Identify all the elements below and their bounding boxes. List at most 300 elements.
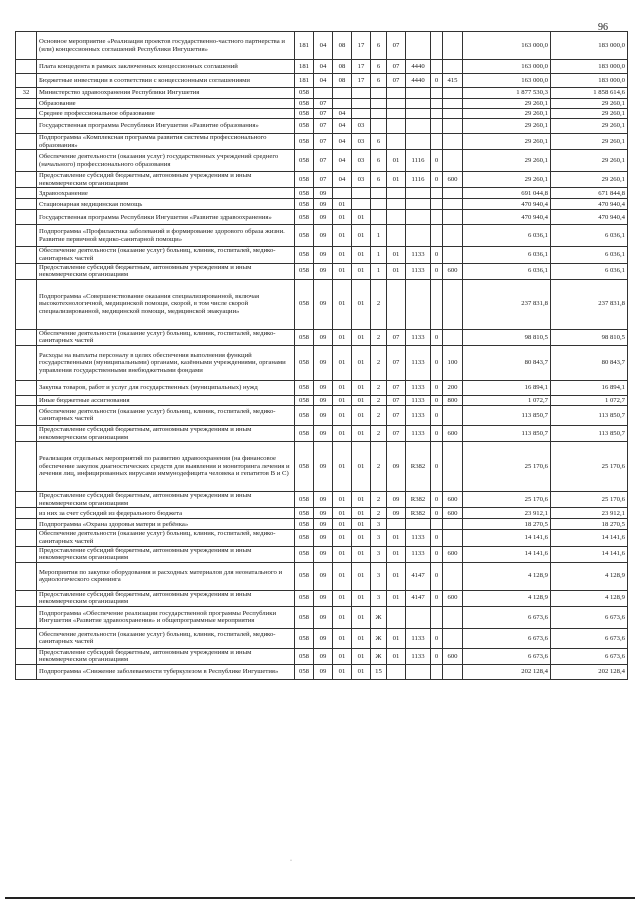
section-code-cell: 09	[314, 530, 333, 546]
subsection-code-cell: 01	[333, 492, 352, 508]
event-code-cell	[387, 99, 406, 109]
subprogram-code-cell: 2	[371, 380, 387, 395]
sub-direction-code-cell: 0	[431, 263, 443, 279]
section-code-cell: 09	[314, 279, 333, 329]
row-number-cell	[16, 590, 37, 606]
table-row	[16, 546, 628, 562]
expense-type-code-cell: 600	[443, 425, 463, 441]
item-name-cell: Мероприятия по закупке оборудования и расходных материалов для неонатального и аудиологического скрининга	[37, 562, 295, 590]
event-code-cell: 07	[387, 345, 406, 380]
section-code-cell: 09	[314, 519, 333, 530]
item-name-cell: Подпрограмма «Профилактика заболеваний и формирование здорового образа жизни. Развитие первичной медико-санитарной помощи»	[37, 225, 295, 247]
event-code-cell: 01	[387, 648, 406, 664]
direction-code-cell	[406, 119, 431, 134]
row-number-cell	[16, 628, 37, 648]
item-name-cell: Здравоохранение	[37, 188, 295, 199]
program-code-cell: 01	[352, 405, 371, 425]
item-name-cell: Образование	[37, 99, 295, 109]
event-code-cell: 01	[387, 628, 406, 648]
subsection-code-cell: 01	[333, 395, 352, 405]
item-name-cell: Обеспечение деятельности (оказание услуг) больниц, клиник, госпиталей, медико-санитарных частей	[37, 247, 295, 263]
event-code-cell: 07	[387, 32, 406, 60]
table-row	[16, 508, 628, 519]
event-code-cell: 01	[387, 562, 406, 590]
event-code-cell: 09	[387, 442, 406, 492]
subprogram-code-cell: 1	[371, 263, 387, 279]
subprogram-code-cell: 2	[371, 492, 387, 508]
expense-type-code-cell	[443, 119, 463, 134]
amount-year-2-cell: 113 850,7	[551, 405, 628, 425]
direction-code-cell	[406, 519, 431, 530]
program-code-cell: 01	[352, 329, 371, 345]
event-code-cell	[387, 519, 406, 530]
item-name-cell: Обеспечение деятельности (оказание услуг) больниц, клиник, госпиталей, медико-санитарных частей	[37, 530, 295, 546]
subsection-code-cell: 01	[333, 405, 352, 425]
table-row	[16, 395, 628, 405]
section-code-cell: 09	[314, 508, 333, 519]
subprogram-code-cell: Ж	[371, 606, 387, 628]
amount-year-2-cell: 6 036,1	[551, 247, 628, 263]
program-code-cell: 01	[352, 442, 371, 492]
row-number-cell	[16, 425, 37, 441]
sub-direction-code-cell: 0	[431, 74, 443, 88]
section-code-cell: 09	[314, 492, 333, 508]
row-number-cell	[16, 199, 37, 210]
ministry-code-cell: 058	[295, 425, 314, 441]
event-code-cell: 07	[387, 74, 406, 88]
section-code-cell: 09	[314, 442, 333, 492]
table-row	[16, 628, 628, 648]
program-code-cell: 01	[352, 279, 371, 329]
amount-year-1-cell: 163 000,0	[463, 74, 551, 88]
ministry-code-cell: 058	[295, 109, 314, 119]
amount-year-1-cell: 29 260,1	[463, 172, 551, 188]
program-code-cell: 01	[352, 345, 371, 380]
row-number-cell: 32	[16, 88, 37, 99]
table-row	[16, 562, 628, 590]
table-row	[16, 247, 628, 263]
amount-year-2-cell: 16 894,1	[551, 380, 628, 395]
item-name-cell: Иные бюджетные ассигнования	[37, 395, 295, 405]
sub-direction-code-cell: 0	[431, 648, 443, 664]
event-code-cell	[387, 665, 406, 680]
ministry-code-cell: 058	[295, 442, 314, 492]
subsection-code-cell: 01	[333, 442, 352, 492]
amount-year-2-cell: 470 940,4	[551, 199, 628, 210]
table-row	[16, 210, 628, 225]
section-code-cell: 07	[314, 109, 333, 119]
direction-code-cell: 1133	[406, 395, 431, 405]
direction-code-cell: 1133	[406, 425, 431, 441]
program-code-cell: 03	[352, 134, 371, 150]
sub-direction-code-cell: 0	[431, 562, 443, 590]
subsection-code-cell: 04	[333, 150, 352, 172]
program-code-cell: 01	[352, 425, 371, 441]
row-number-cell	[16, 380, 37, 395]
amount-year-1-cell: 16 894,1	[463, 380, 551, 395]
footer-mark: ·	[290, 858, 292, 864]
program-code-cell: 01	[352, 247, 371, 263]
ministry-code-cell: 058	[295, 134, 314, 150]
amount-year-1-cell: 4 128,9	[463, 562, 551, 590]
row-number-cell	[16, 442, 37, 492]
subsection-code-cell: 04	[333, 119, 352, 134]
event-code-cell: 01	[387, 150, 406, 172]
expense-type-code-cell	[443, 562, 463, 590]
program-code-cell	[352, 188, 371, 199]
table-row	[16, 648, 628, 664]
expense-type-code-cell: 415	[443, 74, 463, 88]
amount-year-2-cell: 98 810,5	[551, 329, 628, 345]
row-number-cell	[16, 247, 37, 263]
amount-year-1-cell: 691 044,8	[463, 188, 551, 199]
direction-code-cell	[406, 188, 431, 199]
event-code-cell: 01	[387, 172, 406, 188]
row-number-cell	[16, 263, 37, 279]
table-row	[16, 134, 628, 150]
item-name-cell: Предоставление субсидий бюджетным, автономным учреждениям и иным некоммерческим организациям	[37, 492, 295, 508]
section-code-cell: 09	[314, 188, 333, 199]
ministry-code-cell: 058	[295, 628, 314, 648]
page-bottom-edge	[5, 897, 635, 899]
program-code-cell	[352, 109, 371, 119]
section-code-cell: 09	[314, 329, 333, 345]
section-code-cell: 07	[314, 150, 333, 172]
ministry-code-cell: 058	[295, 508, 314, 519]
amount-year-1-cell: 6 673,6	[463, 648, 551, 664]
amount-year-1-cell: 1 072,7	[463, 395, 551, 405]
subsection-code-cell: 01	[333, 590, 352, 606]
subsection-code-cell: 08	[333, 32, 352, 60]
section-code-cell: 09	[314, 606, 333, 628]
sub-direction-code-cell: 0	[431, 425, 443, 441]
expense-type-code-cell	[443, 247, 463, 263]
direction-code-cell	[406, 279, 431, 329]
event-code-cell: 09	[387, 508, 406, 519]
expense-type-code-cell	[443, 188, 463, 199]
subprogram-code-cell: 6	[371, 172, 387, 188]
sub-direction-code-cell	[431, 225, 443, 247]
row-number-cell	[16, 395, 37, 405]
table-row	[16, 60, 628, 74]
direction-code-cell: 1133	[406, 345, 431, 380]
direction-code-cell	[406, 199, 431, 210]
item-name-cell: Предоставление субсидий бюджетным, автономным учреждениям и иным некоммерческим организациям	[37, 546, 295, 562]
amount-year-2-cell: 183 000,0	[551, 32, 628, 60]
section-code-cell: 07	[314, 172, 333, 188]
subprogram-code-cell: 2	[371, 442, 387, 492]
ministry-code-cell: 058	[295, 380, 314, 395]
row-number-cell	[16, 172, 37, 188]
expense-type-code-cell	[443, 530, 463, 546]
subsection-code-cell: 01	[333, 380, 352, 395]
sub-direction-code-cell	[431, 199, 443, 210]
expense-type-code-cell: 600	[443, 546, 463, 562]
amount-year-1-cell: 113 850,7	[463, 405, 551, 425]
row-number-cell	[16, 279, 37, 329]
program-code-cell: 01	[352, 395, 371, 405]
item-name-cell: Государственная программа Республики Ингушетия «Развитие образования»	[37, 119, 295, 134]
expense-type-code-cell	[443, 134, 463, 150]
expense-type-code-cell	[443, 405, 463, 425]
program-code-cell: 01	[352, 562, 371, 590]
row-number-cell	[16, 329, 37, 345]
direction-code-cell	[406, 32, 431, 60]
expense-type-code-cell	[443, 519, 463, 530]
amount-year-1-cell: 14 141,6	[463, 546, 551, 562]
section-code-cell: 09	[314, 665, 333, 680]
sub-direction-code-cell: 0	[431, 329, 443, 345]
amount-year-2-cell: 183 000,0	[551, 60, 628, 74]
sub-direction-code-cell	[431, 519, 443, 530]
row-number-cell	[16, 225, 37, 247]
amount-year-2-cell: 6 036,1	[551, 263, 628, 279]
program-code-cell: 03	[352, 172, 371, 188]
ministry-code-cell: 058	[295, 606, 314, 628]
expense-type-code-cell	[443, 442, 463, 492]
amount-year-1-cell: 98 810,5	[463, 329, 551, 345]
ministry-code-cell: 058	[295, 590, 314, 606]
ministry-code-cell: 058	[295, 648, 314, 664]
event-code-cell: 07	[387, 425, 406, 441]
item-name-cell: Обеспечение деятельности (оказания услуг) государственных учреждений среднего (начального) профессионального образования	[37, 150, 295, 172]
row-number-cell	[16, 60, 37, 74]
expense-type-code-cell	[443, 210, 463, 225]
item-name-cell: Обеспечение деятельности (оказание услуг) больниц, клиник, госпиталей, медико-санитарных частей	[37, 405, 295, 425]
subsection-code-cell	[333, 88, 352, 99]
section-code-cell: 09	[314, 380, 333, 395]
section-code-cell: 09	[314, 225, 333, 247]
direction-code-cell: 4440	[406, 74, 431, 88]
event-code-cell: 09	[387, 492, 406, 508]
table-row	[16, 345, 628, 380]
ministry-code-cell: 058	[295, 395, 314, 405]
row-number-cell	[16, 32, 37, 60]
amount-year-1-cell: 6 673,6	[463, 628, 551, 648]
expense-type-code-cell	[443, 150, 463, 172]
subprogram-code-cell: Ж	[371, 648, 387, 664]
program-code-cell: 17	[352, 32, 371, 60]
ministry-code-cell: 058	[295, 562, 314, 590]
section-code-cell: 09	[314, 263, 333, 279]
program-code-cell: 03	[352, 150, 371, 172]
row-number-cell	[16, 150, 37, 172]
direction-code-cell: 1116	[406, 150, 431, 172]
direction-code-cell	[406, 606, 431, 628]
ministry-code-cell: 058	[295, 530, 314, 546]
item-name-cell: Предоставление субсидий бюджетным, автономным учреждениям и иным некоммерческим организациям	[37, 648, 295, 664]
program-code-cell: 01	[352, 492, 371, 508]
event-code-cell	[387, 225, 406, 247]
subsection-code-cell: 01	[333, 329, 352, 345]
subprogram-code-cell: 3	[371, 590, 387, 606]
direction-code-cell: 1116	[406, 172, 431, 188]
subsection-code-cell: 08	[333, 74, 352, 88]
amount-year-1-cell: 1 877 530,3	[463, 88, 551, 99]
ministry-code-cell: 058	[295, 345, 314, 380]
amount-year-2-cell: 25 170,6	[551, 442, 628, 492]
subsection-code-cell: 01	[333, 530, 352, 546]
expense-type-code-cell: 600	[443, 263, 463, 279]
subsection-code-cell: 08	[333, 60, 352, 74]
program-code-cell: 01	[352, 590, 371, 606]
table-row	[16, 172, 628, 188]
item-name-cell: Подпрограмма «Комплексная программа развития системы профессионального образования»	[37, 134, 295, 150]
sub-direction-code-cell: 0	[431, 590, 443, 606]
table-row	[16, 109, 628, 119]
event-code-cell	[387, 210, 406, 225]
sub-direction-code-cell: 0	[431, 492, 443, 508]
table-row	[16, 119, 628, 134]
table-row	[16, 425, 628, 441]
amount-year-1-cell: 163 000,0	[463, 32, 551, 60]
row-number-cell	[16, 134, 37, 150]
sub-direction-code-cell: 0	[431, 380, 443, 395]
expense-type-code-cell: 600	[443, 172, 463, 188]
section-code-cell: 09	[314, 395, 333, 405]
event-code-cell: 07	[387, 329, 406, 345]
ministry-code-cell: 058	[295, 172, 314, 188]
row-number-cell	[16, 119, 37, 134]
direction-code-cell	[406, 210, 431, 225]
subprogram-code-cell	[371, 88, 387, 99]
amount-year-2-cell: 671 844,8	[551, 188, 628, 199]
amount-year-2-cell: 23 912,1	[551, 508, 628, 519]
amount-year-1-cell: 470 940,4	[463, 199, 551, 210]
section-code-cell: 09	[314, 590, 333, 606]
ministry-code-cell: 058	[295, 279, 314, 329]
amount-year-2-cell: 4 128,9	[551, 590, 628, 606]
item-name-cell: Закупка товаров, работ и услуг для государственных (муниципальных) нужд	[37, 380, 295, 395]
ministry-code-cell: 058	[295, 188, 314, 199]
sub-direction-code-cell	[431, 119, 443, 134]
ministry-code-cell: 181	[295, 60, 314, 74]
table-row	[16, 99, 628, 109]
amount-year-1-cell: 18 270,5	[463, 519, 551, 530]
program-code-cell: 01	[352, 530, 371, 546]
ministry-code-cell: 181	[295, 74, 314, 88]
direction-code-cell: R382	[406, 442, 431, 492]
event-code-cell	[387, 109, 406, 119]
ministry-code-cell: 058	[295, 492, 314, 508]
amount-year-2-cell: 183 000,0	[551, 74, 628, 88]
direction-code-cell: 1133	[406, 405, 431, 425]
table-row	[16, 279, 628, 329]
direction-code-cell: 4440	[406, 60, 431, 74]
section-code-cell: 07	[314, 119, 333, 134]
amount-year-1-cell: 6 036,1	[463, 247, 551, 263]
row-number-cell	[16, 606, 37, 628]
item-name-cell: Подпрограмма «Обеспечение реализации государственной программы Республики Ингушетия «Развитие здравоохранения» и общепрограммные мероприятия	[37, 606, 295, 628]
expense-type-code-cell: 600	[443, 648, 463, 664]
amount-year-2-cell: 470 940,4	[551, 210, 628, 225]
section-code-cell: 09	[314, 405, 333, 425]
ministry-code-cell: 058	[295, 225, 314, 247]
amount-year-1-cell: 29 260,1	[463, 119, 551, 134]
table-row	[16, 380, 628, 395]
amount-year-1-cell: 470 940,4	[463, 210, 551, 225]
event-code-cell	[387, 199, 406, 210]
amount-year-1-cell: 29 260,1	[463, 99, 551, 109]
expense-type-code-cell: 600	[443, 508, 463, 519]
subsection-code-cell: 01	[333, 648, 352, 664]
direction-code-cell: 1133	[406, 247, 431, 263]
subsection-code-cell: 01	[333, 546, 352, 562]
direction-code-cell: R382	[406, 492, 431, 508]
ministry-code-cell: 058	[295, 119, 314, 134]
row-number-cell	[16, 530, 37, 546]
ministry-code-cell: 058	[295, 546, 314, 562]
item-name-cell: Стационарная медицинская помощь	[37, 199, 295, 210]
expense-type-code-cell	[443, 109, 463, 119]
sub-direction-code-cell: 0	[431, 442, 443, 492]
subsection-code-cell: 01	[333, 345, 352, 380]
subprogram-code-cell: 3	[371, 562, 387, 590]
subsection-code-cell: 01	[333, 199, 352, 210]
amount-year-1-cell: 6 036,1	[463, 225, 551, 247]
program-code-cell: 01	[352, 508, 371, 519]
event-code-cell: 07	[387, 60, 406, 74]
ministry-code-cell: 181	[295, 32, 314, 60]
subprogram-code-cell: 1	[371, 225, 387, 247]
sub-direction-code-cell	[431, 99, 443, 109]
section-code-cell: 09	[314, 210, 333, 225]
direction-code-cell: 4147	[406, 562, 431, 590]
sub-direction-code-cell: 0	[431, 628, 443, 648]
sub-direction-code-cell	[431, 279, 443, 329]
item-name-cell: Министерство здравоохранения Республики Ингушетия	[37, 88, 295, 99]
section-code-cell: 09	[314, 345, 333, 380]
program-code-cell: 03	[352, 119, 371, 134]
amount-year-1-cell: 163 000,0	[463, 60, 551, 74]
amount-year-1-cell: 25 170,6	[463, 442, 551, 492]
event-code-cell: 07	[387, 405, 406, 425]
expense-type-code-cell	[443, 99, 463, 109]
program-code-cell: 01	[352, 665, 371, 680]
event-code-cell	[387, 88, 406, 99]
amount-year-2-cell: 29 260,1	[551, 109, 628, 119]
subsection-code-cell: 01	[333, 247, 352, 263]
direction-code-cell: 4147	[406, 590, 431, 606]
program-code-cell: 01	[352, 380, 371, 395]
table-row	[16, 74, 628, 88]
amount-year-2-cell: 14 141,6	[551, 530, 628, 546]
amount-year-1-cell: 237 831,8	[463, 279, 551, 329]
amount-year-2-cell: 1 858 614,6	[551, 88, 628, 99]
subsection-code-cell: 01	[333, 665, 352, 680]
item-name-cell: Предоставление субсидий бюджетным, автономным учреждениям и иным некоммерческим организациям	[37, 172, 295, 188]
subsection-code-cell: 01	[333, 263, 352, 279]
table-row	[16, 590, 628, 606]
sub-direction-code-cell	[431, 109, 443, 119]
subprogram-code-cell	[371, 199, 387, 210]
program-code-cell: 01	[352, 263, 371, 279]
section-code-cell: 04	[314, 60, 333, 74]
amount-year-2-cell: 29 260,1	[551, 99, 628, 109]
amount-year-2-cell: 18 270,5	[551, 519, 628, 530]
sub-direction-code-cell	[431, 32, 443, 60]
ministry-code-cell: 058	[295, 88, 314, 99]
table-row	[16, 442, 628, 492]
subsection-code-cell: 01	[333, 519, 352, 530]
section-code-cell: 07	[314, 99, 333, 109]
program-code-cell: 01	[352, 628, 371, 648]
expense-type-code-cell	[443, 32, 463, 60]
table-row	[16, 32, 628, 60]
direction-code-cell: 1133	[406, 263, 431, 279]
sub-direction-code-cell	[431, 134, 443, 150]
section-code-cell: 09	[314, 546, 333, 562]
